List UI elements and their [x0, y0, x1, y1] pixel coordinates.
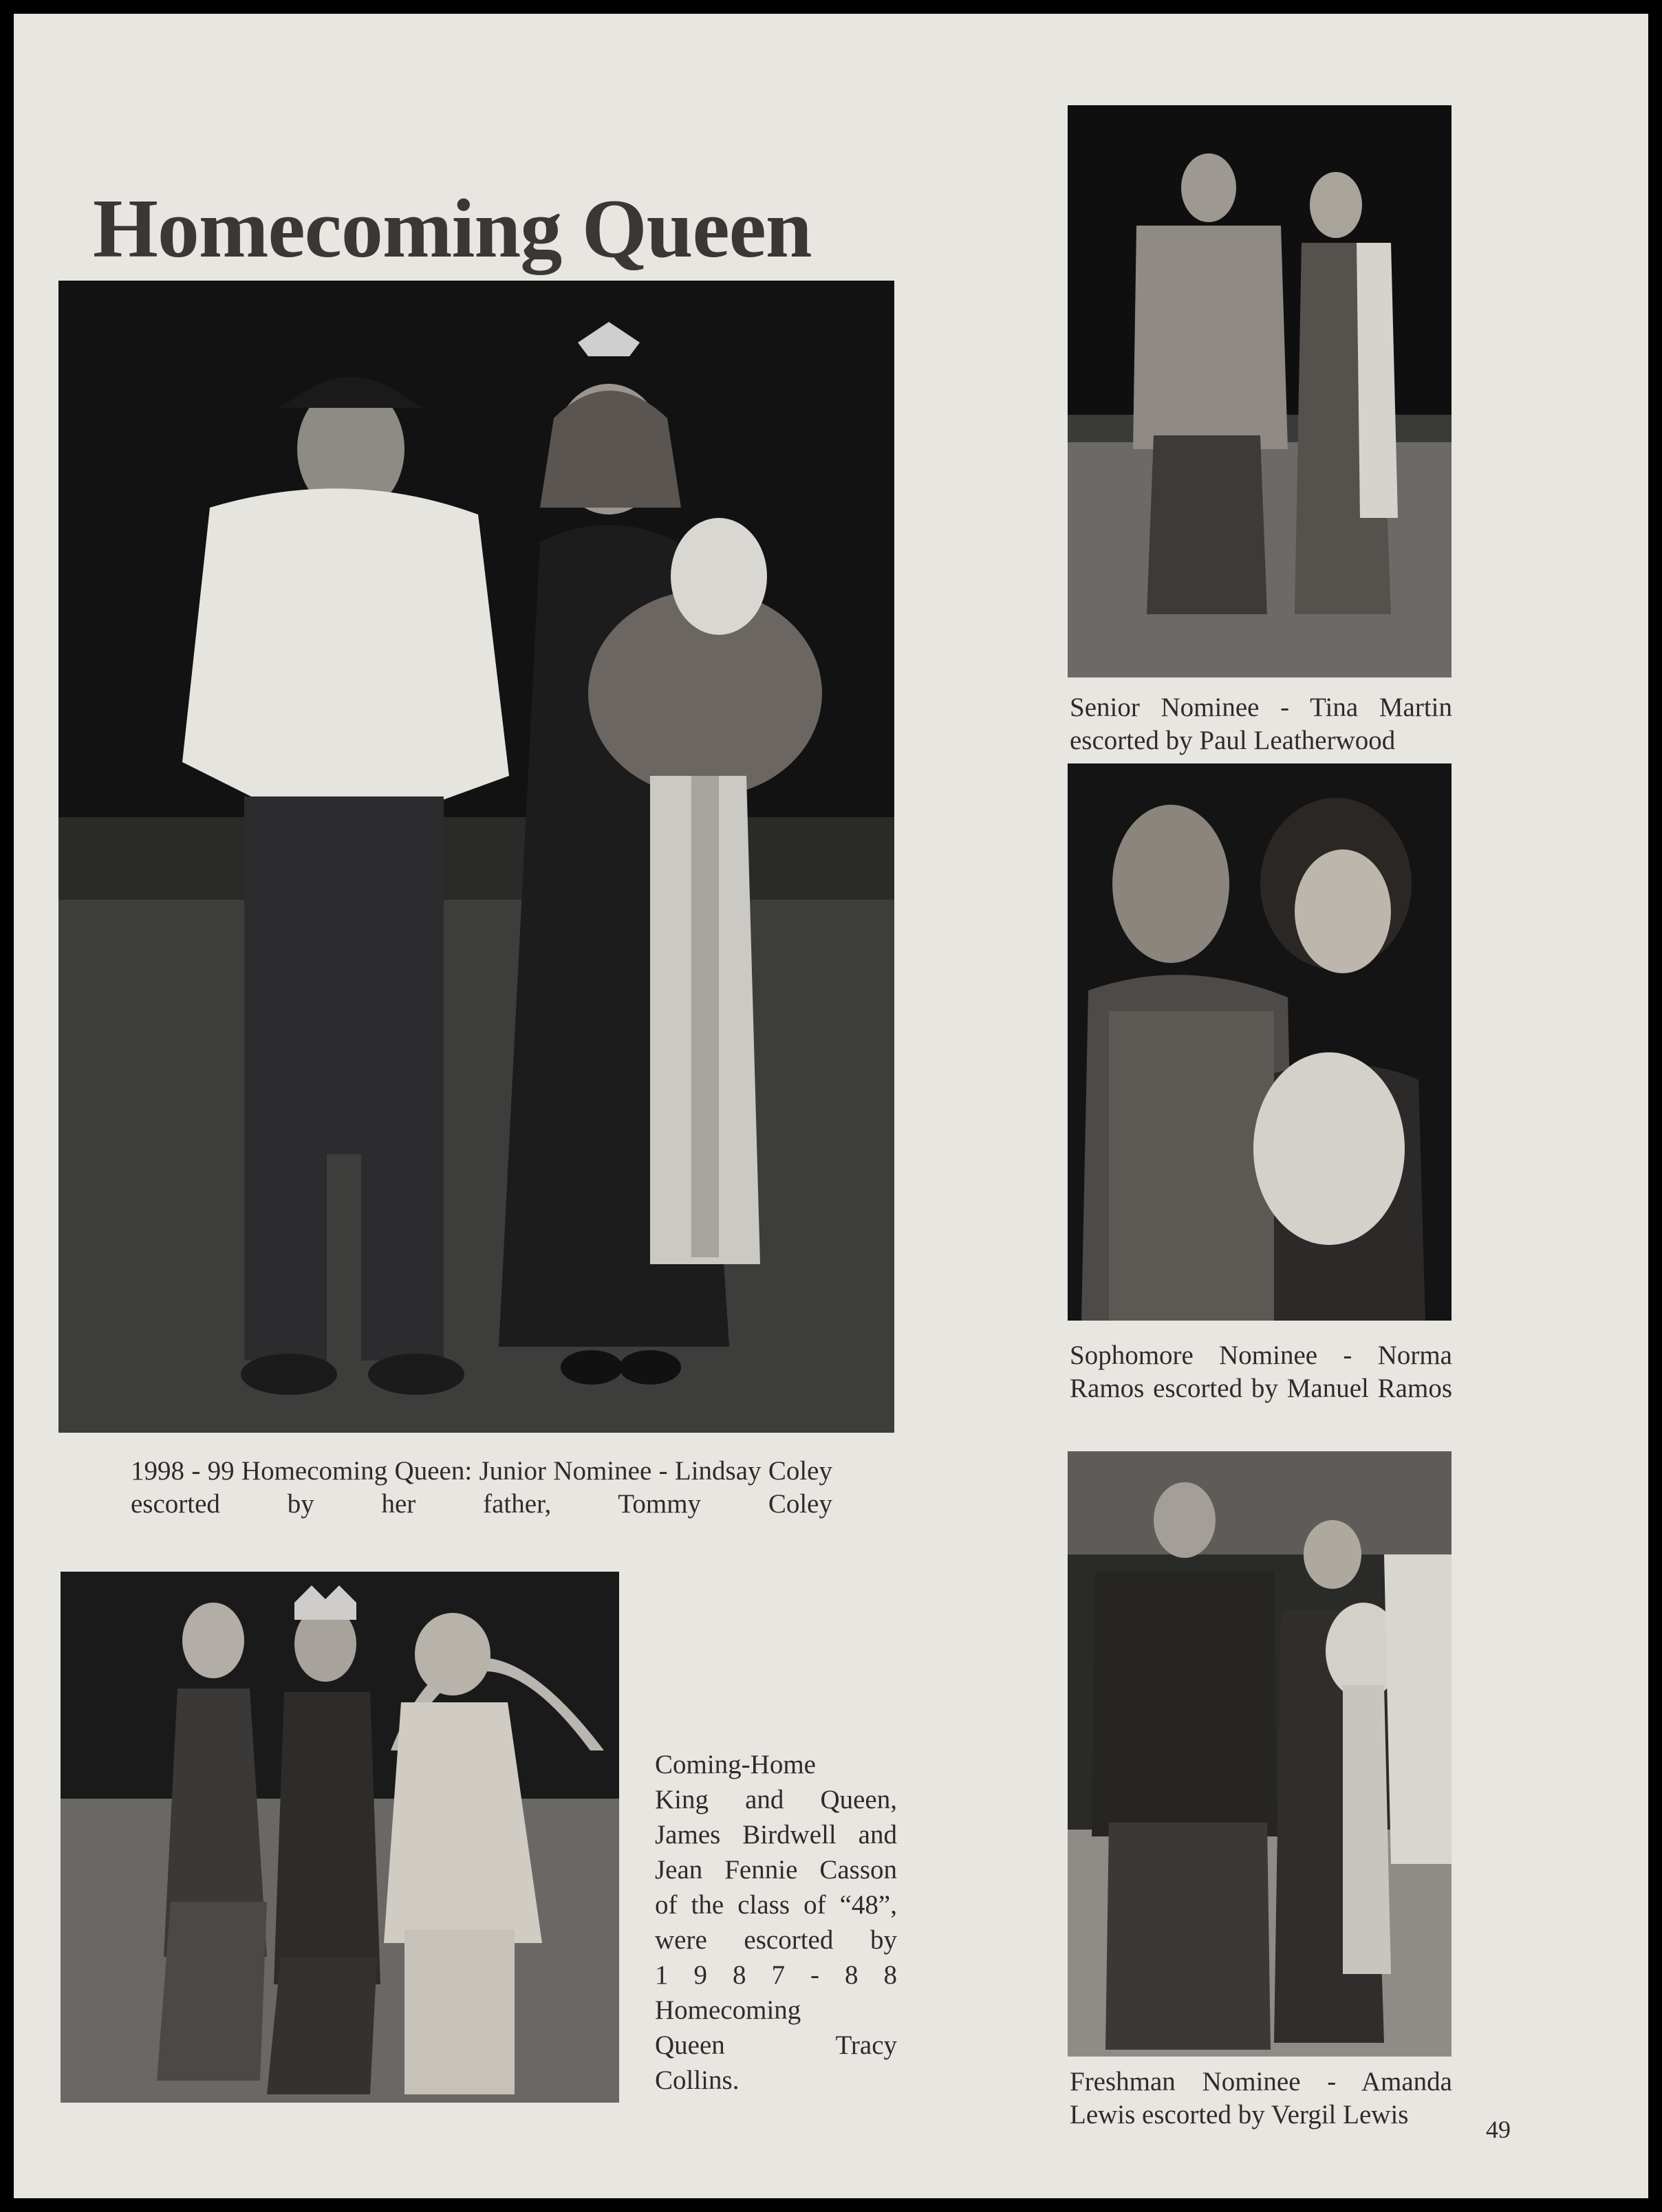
freshman-caption-line: Freshman Nominee - Amanda [1070, 2067, 1452, 2096]
coming-home-caption-line: Collins. [655, 2065, 740, 2095]
freshman-nominee-photo [1068, 1451, 1451, 2057]
coming-home-caption-line: were escorted by [655, 1925, 897, 1955]
freshman-caption-line: Lewis escorted by Vergil Lewis [1070, 2100, 1409, 2129]
coming-home-caption-line: King and Queen, [655, 1785, 897, 1814]
senior-caption-line: Senior Nominee - Tina Martin [1070, 693, 1452, 722]
coming-home-caption-line: of the class of “48”, [655, 1890, 897, 1920]
senior-caption-line: escorted by Paul Leatherwood [1070, 726, 1396, 755]
coming-home-caption-line: 1 9 8 7 - 8 8 [655, 1960, 897, 1990]
coming-home-caption-line: Queen Tracy [655, 2030, 897, 2060]
coming-home-caption [655, 1747, 897, 2098]
page-number: 49 [1486, 2116, 1511, 2143]
yearbook-page [14, 14, 1648, 2198]
senior-nominee-photo [1068, 105, 1451, 677]
coming-home-photo [61, 1572, 619, 2103]
coming-home-caption-line: Homecoming [655, 1995, 801, 2025]
sophomore-nominee-caption: Sophomore Nominee - Norma Ramos escorted by Manuel Ramos [1070, 1341, 1452, 1403]
freshman-nominee-caption [1070, 2065, 1452, 2132]
sophomore-nominee-photo [1068, 763, 1451, 1321]
senior-nominee-caption [1070, 691, 1452, 757]
page-title: Homecoming Queen [93, 182, 812, 275]
main-photo [58, 281, 894, 1433]
coming-home-caption-line: James Birdwell and [655, 1820, 897, 1850]
coming-home-caption-line: Jean Fennie Casson [655, 1855, 897, 1885]
coming-home-caption-line: Coming-Home [655, 1750, 816, 1779]
main-photo-caption: 1998 - 99 Homecoming Queen: Junior Nominee - Lindsay Coley escorted by her father, Tommy Coley [131, 1456, 832, 1519]
